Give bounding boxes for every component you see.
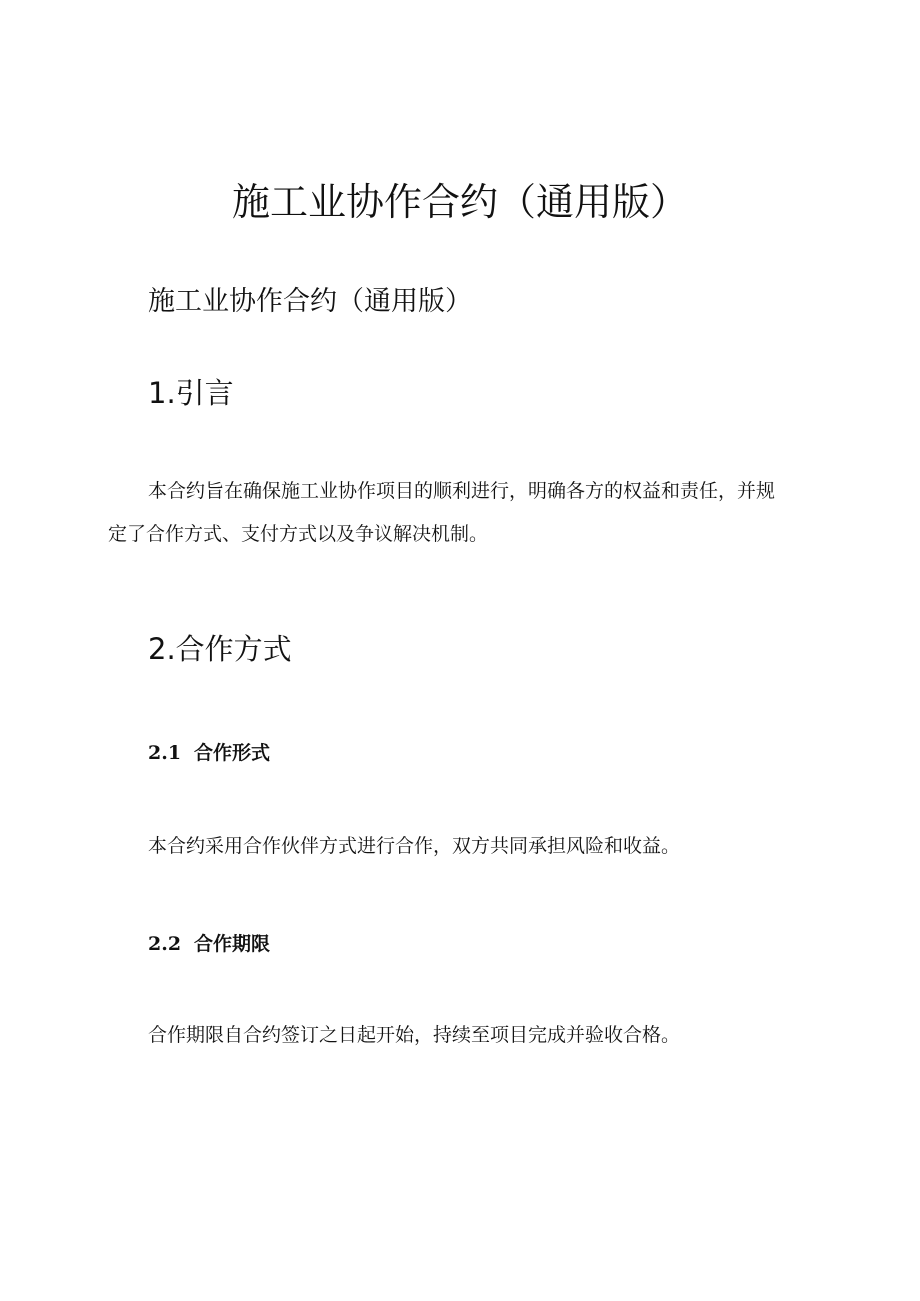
document-title: 施工业协作合约（通用版）: [231, 180, 688, 224]
subsection-number: 2.2: [148, 933, 182, 955]
section-heading-introduction: 1.引言: [148, 376, 234, 410]
subsection-number: 2.1: [148, 742, 182, 764]
subsection-heading-form: [148, 738, 270, 768]
cooperation-form-paragraph: 本合约采用合作伙伴方式进行合作，双方共同承担风险和收益。: [148, 835, 681, 857]
cooperation-term-paragraph: 合作期限自合约签订之日起开始，持续至项目完成并验收合格。: [148, 1024, 681, 1046]
subsection-heading-term: [148, 929, 270, 959]
subsection-title: 合作期限: [194, 933, 271, 955]
document-subtitle: 施工业协作合约（通用版）: [148, 286, 472, 317]
subsection-title: 合作形式: [194, 742, 271, 764]
section-heading-cooperation: 2.合作方式: [148, 632, 292, 666]
introduction-paragraph: 本合约旨在确保施工业协作项目的顺利进行，明确各方的权益和责任，并规定了合作方式、支付方式以及争议解决机制。: [108, 480, 776, 545]
